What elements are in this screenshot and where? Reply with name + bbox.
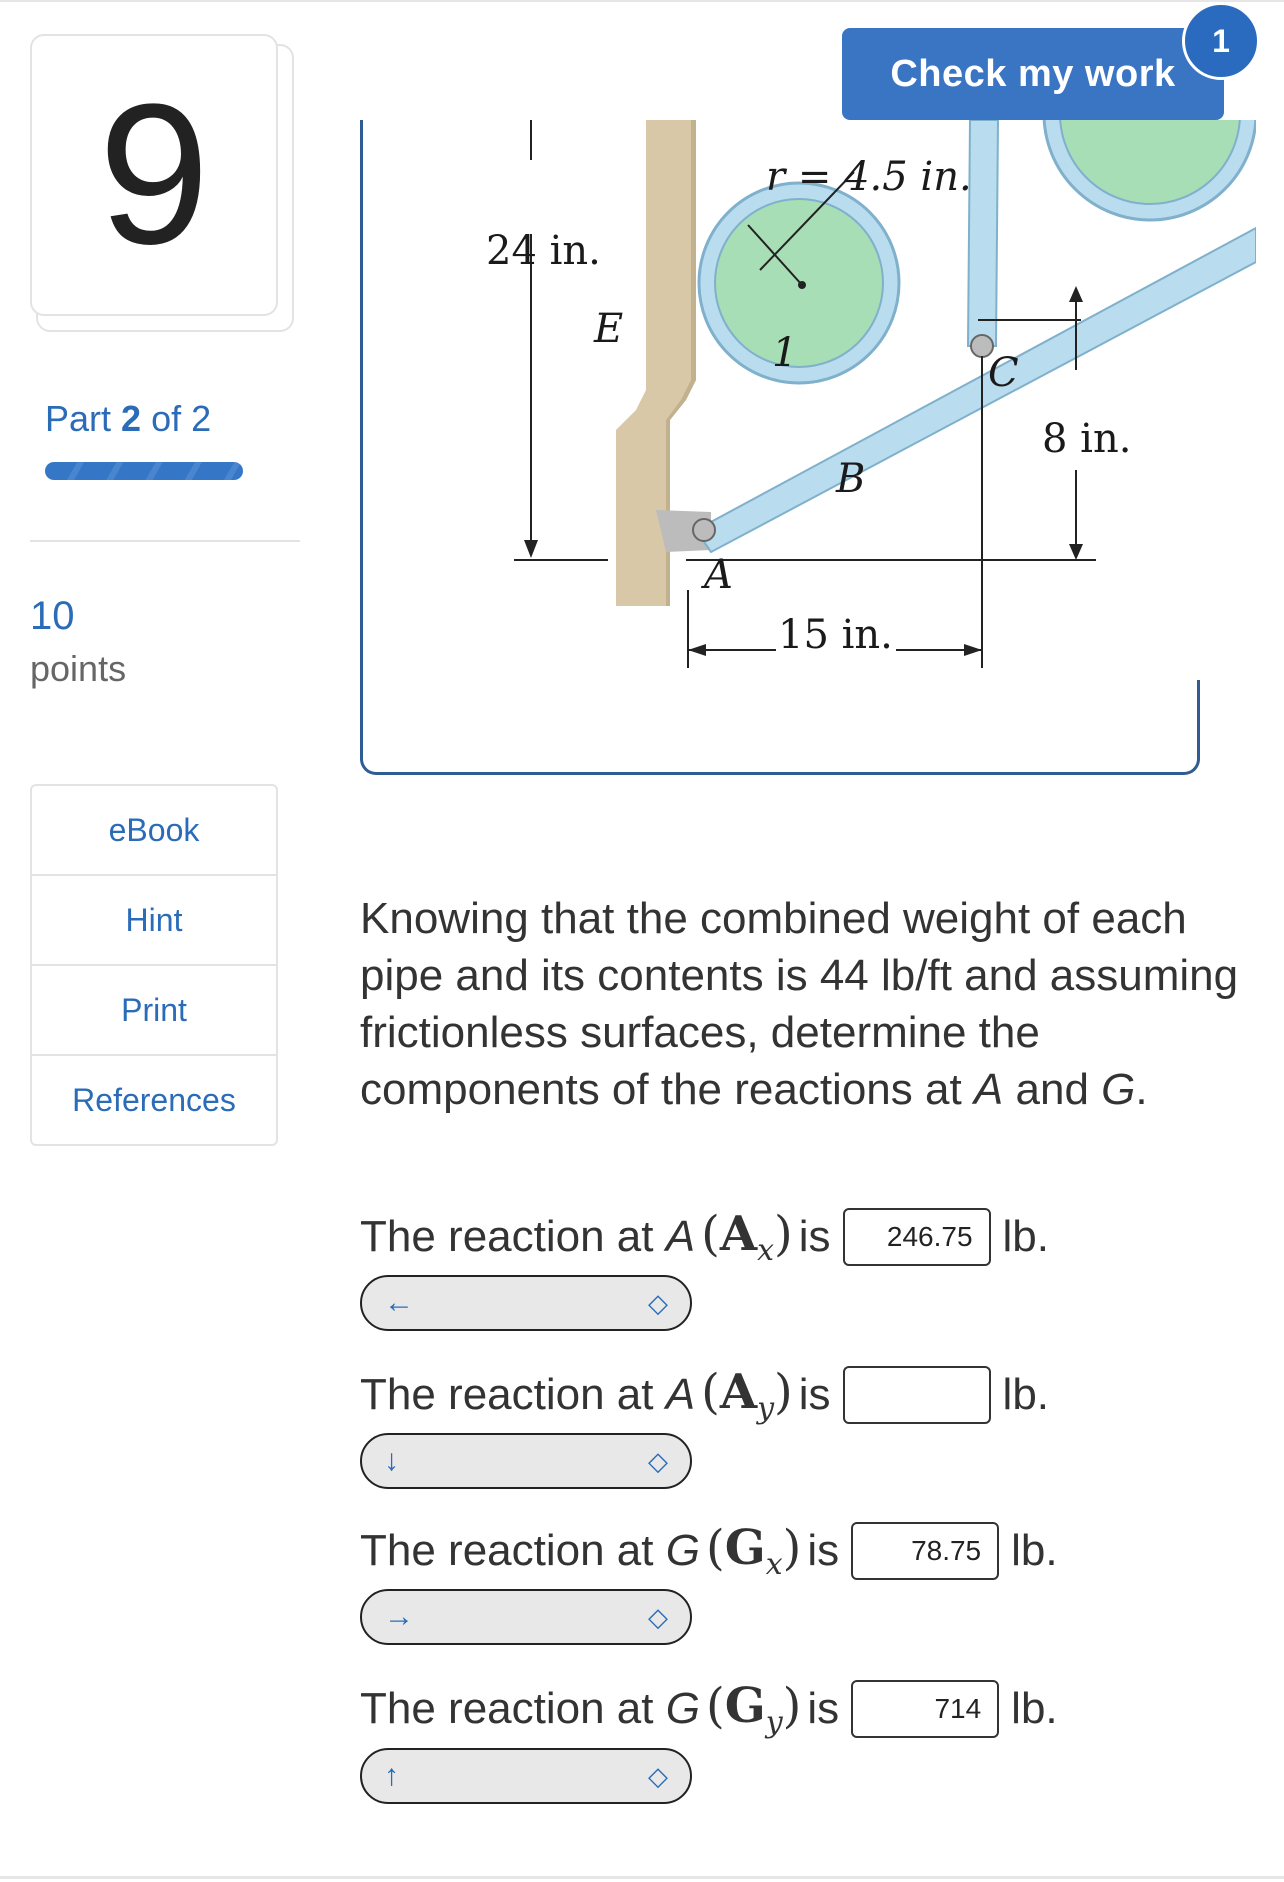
answer-ax-input[interactable]: 246.75 <box>843 1208 991 1266</box>
part-indicator: Part 2 of 2 <box>45 398 212 439</box>
pin-a <box>693 519 715 541</box>
math-ay: $(A_y)$ <box>701 1364 793 1426</box>
top-divider <box>0 0 1284 2</box>
label-e: E <box>594 306 624 352</box>
math-gx: $(G_x)$ <box>705 1520 802 1582</box>
direction-gx-select[interactable] <box>360 1589 692 1645</box>
tools-panel <box>30 784 278 1146</box>
part-current: 2 <box>121 398 142 439</box>
answer-gy-input[interactable]: 714 <box>851 1680 999 1738</box>
right-dimension-label: 8 in. <box>1042 416 1132 462</box>
print-button[interactable]: Print <box>32 964 276 1054</box>
answer-ay-input[interactable] <box>843 1366 991 1424</box>
part-total: 2 <box>191 398 212 439</box>
label-c: C <box>988 350 1019 396</box>
pipe-rack-diagram <box>366 120 1256 680</box>
chevron-updown-icon: ◇ <box>648 1601 668 1632</box>
question-number: 9 <box>98 63 210 286</box>
ebook-button[interactable]: eBook <box>108 811 200 848</box>
rod-c-vertical <box>968 120 998 346</box>
question-gy: The reaction at G $(G_y)$ is 714 lb. <box>360 1678 1058 1740</box>
math-gy: $(G_y)$ <box>705 1678 802 1740</box>
question-number-card <box>30 34 278 316</box>
left-divider <box>30 540 300 542</box>
label-a: A <box>704 552 733 598</box>
arrow-down-icon: ↓ <box>384 1444 399 1477</box>
arrow-left-icon: ← <box>384 1286 414 1319</box>
direction-ax-select[interactable] <box>360 1275 692 1331</box>
question-gx: The reaction at G $(G_x)$ is 78.75 lb. <box>360 1520 1058 1582</box>
references-button[interactable]: References <box>32 1054 276 1144</box>
part-progress-bar <box>45 462 243 480</box>
bottom-dimension-label: 15 in. <box>778 612 893 658</box>
height-dimension-label: 24 in. <box>486 228 601 274</box>
question-ax: The reaction at A $(A_x)$ is 246.75 lb. <box>360 1206 1049 1268</box>
problem-figure <box>366 120 1256 680</box>
check-count-badge: 1 <box>1182 2 1260 80</box>
answer-gx-input[interactable]: 78.75 <box>851 1522 999 1580</box>
label-pipe-1: 1 <box>772 330 798 376</box>
label-b: B <box>836 456 866 502</box>
question-ay: The reaction at A $(A_y)$ is lb. <box>360 1364 1050 1426</box>
chevron-updown-icon: ◇ <box>648 1287 668 1318</box>
points-value: 10 <box>30 594 75 638</box>
problem-statement: Knowing that the combined weight of each pipe and its contents is 44 lb/ft and assuming frictionless surfaces, determine the components of the reactions at A and G. <box>360 894 1239 1114</box>
arrow-right-icon: → <box>384 1600 414 1633</box>
bottom-divider <box>0 1876 1284 1879</box>
check-my-work-button[interactable]: Check my work <box>842 28 1224 120</box>
chevron-updown-icon: ◇ <box>648 1445 668 1476</box>
arrow-up-icon: ↑ <box>384 1759 399 1792</box>
direction-gy-select[interactable] <box>360 1748 692 1804</box>
direction-ay-select[interactable] <box>360 1433 692 1489</box>
hint-button[interactable]: Hint <box>32 874 276 964</box>
points-label: points <box>30 648 127 689</box>
radius-label: r = 4.5 in. <box>766 154 972 200</box>
chevron-updown-icon: ◇ <box>648 1760 668 1791</box>
math-ax: $(A_x)$ <box>701 1206 793 1268</box>
